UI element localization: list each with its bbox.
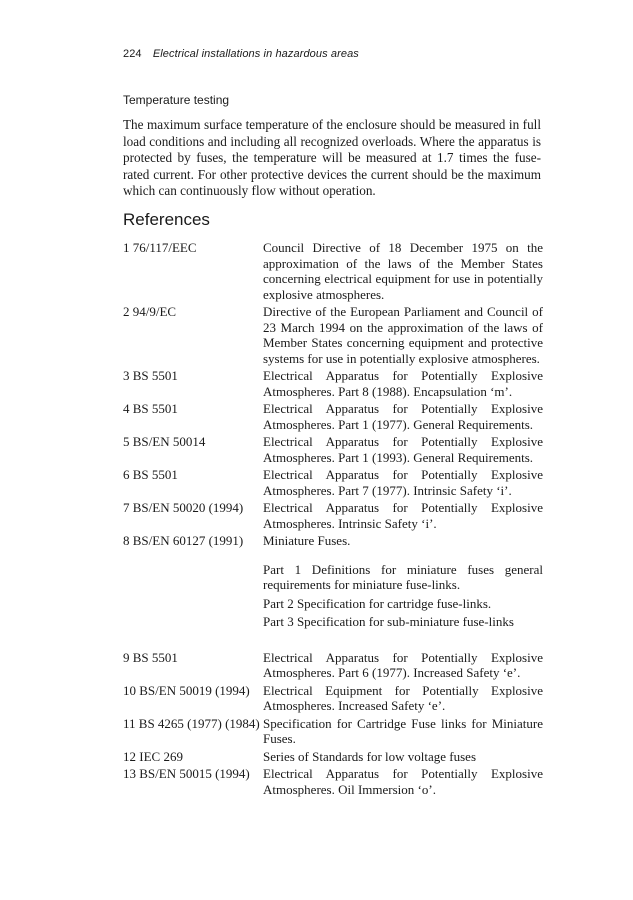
- reference-text: Electrical Apparatus for Potentially Explosive Atmospheres. Part 1 (1993). General Requirements.: [263, 434, 543, 465]
- reference-text: Electrical Apparatus for Potentially Explosive Atmospheres. Part 6 (1977). Increased Safety ‘e’.: [263, 649, 543, 680]
- reference-text: Electrical Apparatus for Potentially Explosive Atmospheres. Intrinsic Safety ‘i’.: [263, 500, 543, 531]
- reference-8-subparts: [263, 562, 543, 630]
- reference-item: [123, 368, 543, 399]
- reference-number: 13 BS/EN 50015 (1994): [123, 766, 250, 781]
- reference-number: 6 BS 5501: [123, 467, 178, 482]
- reference-item: [123, 240, 543, 302]
- reference-item: [123, 467, 543, 498]
- subpart-item: Part 2 Specification for cartridge fuse-links.: [263, 595, 492, 611]
- reference-text: Directive of the European Parliament and Council of 23 March 1994 on the approximation of the laws of Member States concerning equipment and protective systems for use in potentially explosive atmospheres.: [263, 304, 543, 366]
- reference-text: Electrical Apparatus for Potentially Explosive Atmospheres. Oil Immersion ‘o’.: [263, 766, 543, 797]
- section-paragraph: The maximum surface temperature of the enclosure should be measured in full load conditions and including all recognized overloads. Where the apparatus is protected by fuses, the temperature will be measured at 1.7 times the fuse-rated current. For other protective devices the current should be the maximum which can continuously flow without operation.: [123, 117, 541, 198]
- reference-text: Electrical Apparatus for Potentially Explosive Atmospheres. Part 1 (1977). General Requirements.: [263, 401, 543, 432]
- reference-number: 12 IEC 269: [123, 748, 183, 764]
- reference-text: Electrical Equipment for Potentially Explosive Atmospheres. Increased Safety ‘e’.: [263, 682, 543, 713]
- reference-item: [123, 766, 543, 797]
- reference-number: 9 BS 5501: [123, 649, 178, 665]
- reference-item: [123, 650, 543, 681]
- references-list: [123, 240, 543, 799]
- reference-number: 1 76/117/EEC: [123, 240, 197, 255]
- reference-number: 3 BS 5501: [123, 368, 178, 383]
- section-heading: Temperature testing: [123, 93, 230, 107]
- subpart-item: Part 1 Definitions for miniature fuses general requirements for miniature fuse-links.: [263, 561, 543, 592]
- page-number: 224: [123, 48, 142, 60]
- subpart-item: Part 3 Specification for sub-miniature fuse-links: [263, 614, 514, 629]
- reference-item: [123, 401, 543, 432]
- reference-item: [123, 500, 543, 531]
- reference-text: Electrical Apparatus for Potentially Explosive Atmospheres. Part 8 (1988). Encapsulation ‘m’.: [263, 368, 543, 399]
- reference-number: 10 BS/EN 50019 (1994): [123, 682, 250, 698]
- reference-text: Specification for Cartridge Fuse links for Miniature Fuses.: [263, 715, 543, 746]
- reference-number: 8 BS/EN 60127 (1991): [123, 533, 244, 548]
- reference-item: [123, 434, 543, 465]
- reference-item: [123, 304, 543, 366]
- reference-item: [123, 749, 543, 765]
- reference-item: [123, 683, 543, 714]
- reference-text: Series of Standards for low voltage fuses: [263, 748, 477, 764]
- reference-item: [123, 533, 543, 549]
- reference-number: 11 BS 4265 (1977) (1984): [123, 715, 260, 731]
- running-head: [123, 48, 359, 60]
- reference-number: 7 BS/EN 50020 (1994): [123, 500, 244, 515]
- running-head-title: Electrical installations in hazardous areas: [152, 48, 359, 60]
- reference-number: 5 BS/EN 50014: [123, 434, 206, 449]
- reference-number: 2 94/9/EC: [123, 304, 177, 319]
- reference-text: Electrical Apparatus for Potentially Explosive Atmospheres. Part 7 (1977). Intrinsic Safety ‘i’.: [263, 467, 543, 498]
- reference-text: Council Directive of 18 December 1975 on the approximation of the laws of the Member States concerning electrical equipment for use in potentially explosive atmospheres.: [263, 240, 543, 302]
- reference-item: [123, 716, 543, 747]
- reference-text: Miniature Fuses.: [263, 533, 351, 548]
- reference-number: 4 BS 5501: [123, 401, 178, 416]
- references-heading: References: [123, 210, 210, 229]
